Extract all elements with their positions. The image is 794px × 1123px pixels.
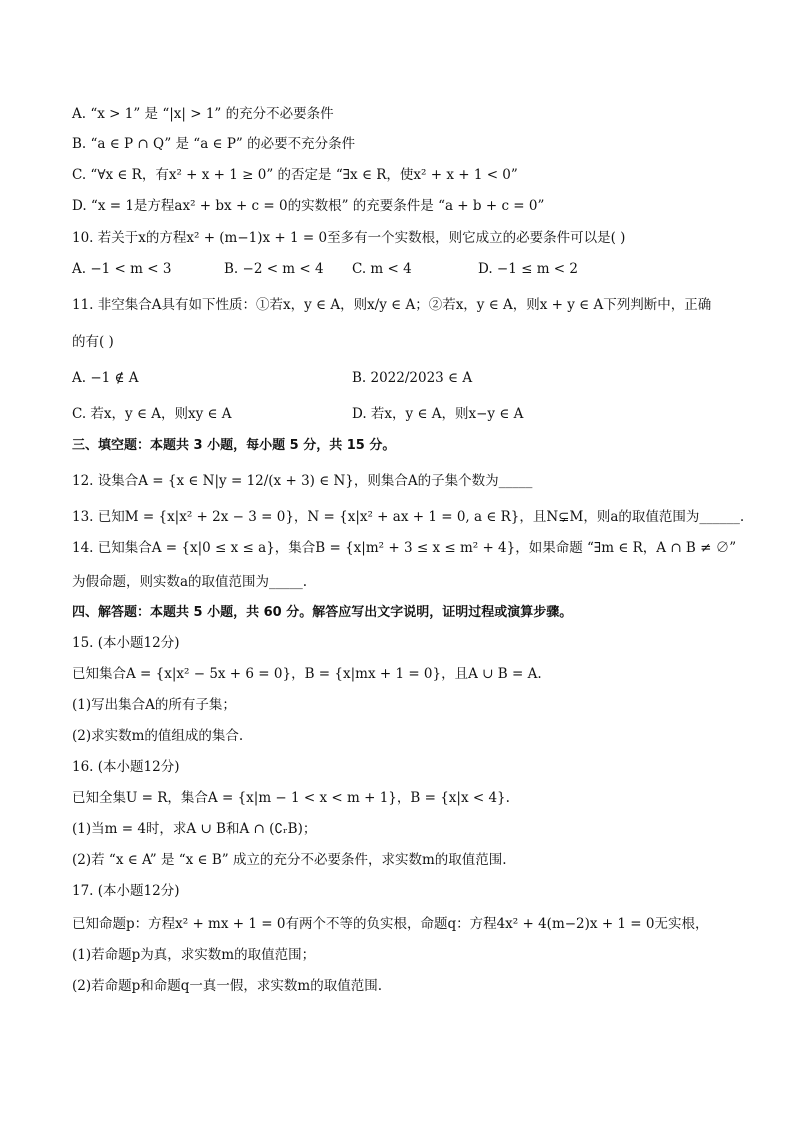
- q16-part2: (2)若 “x ∈ A” 是 “x ∈ B” 成立的充分不必要条件，求实数m的取值范围.: [72, 852, 507, 868]
- q9-option-a: A. “x > 1” 是 “|x| > 1” 的充分不必要条件: [72, 106, 334, 122]
- q9-option-c: C. “∀x ∈ R，有x² + x + 1 ≥ 0” 的否定是 “∃x ∈ R，使x² + x + 1 < 0”: [72, 167, 518, 183]
- q17-heading: 17. (本小题12分): [72, 883, 180, 899]
- q16-heading: 16. (本小题12分): [72, 759, 180, 775]
- q16-stem: 已知全集U = R，集合A = {x|m − 1 < x < m + 1}，B = {x|x < 4}.: [72, 790, 510, 806]
- q10-option-b: B. −2 < m < 4: [224, 261, 324, 277]
- q15-part2: (2)求实数m的值组成的集合.: [72, 728, 244, 744]
- q10-option-d: D. −1 ≤ m < 2: [478, 261, 579, 277]
- q10-option-a: A. −1 < m < 3: [72, 261, 172, 277]
- section-answer-heading: 四、解答题：本题共 5 小题，共 60 分。解答应写出文字说明，证明过程或演算步骤。: [72, 605, 573, 620]
- q14-stem-line1: 14. 已知集合A = {x|0 ≤ x ≤ a}，集合B = {x|m² + 3 ≤ x ≤ m² + 4}，如果命题 “∃m ∈ R，A ∩ B ≠ ∅”: [72, 540, 737, 556]
- q16-part1: (1)当m = 4时，求A ∪ B和A ∩ (∁ᵣB)；: [72, 821, 317, 837]
- q12-stem: 12. 设集合A = {x ∈ N|y = 12/(x + 3) ∈ N}，则集合A的子集个数为_____: [72, 473, 533, 489]
- q10-option-c: C. m < 4: [352, 261, 412, 277]
- section-fill-in-heading: 三、填空题：本题共 3 小题，每小题 5 分，共 15 分。: [72, 438, 396, 453]
- q15-heading: 15. (本小题12分): [72, 635, 180, 651]
- q14-stem-line2: 为假命题，则实数a的取值范围为_____.: [72, 574, 308, 590]
- q11-option-c: C. 若x，y ∈ A，则xy ∈ A: [72, 406, 232, 422]
- q10-stem: 10. 若关于x的方程x² + (m−1)x + 1 = 0至多有一个实数根，则它成立的必要条件可以是( ): [72, 230, 626, 246]
- q11-stem-line2: 的有( ): [72, 334, 114, 350]
- q11-stem-line1: 11. 非空集合A具有如下性质：①若x，y ∈ A，则x/y ∈ A；②若x，y ∈ A，则x + y ∈ A下列判断中，正确: [72, 297, 712, 313]
- q9-option-b: B. “a ∈ P ∩ Q” 是 “a ∈ P” 的必要不充分条件: [72, 136, 356, 152]
- q15-part1: (1)写出集合A的所有子集；: [72, 697, 236, 713]
- q15-stem: 已知集合A = {x|x² − 5x + 6 = 0}，B = {x|mx + 1 = 0}，且A ∪ B = A.: [72, 666, 542, 682]
- q17-part2: (2)若命题p和命题q一真一假，求实数m的取值范围.: [72, 978, 382, 994]
- q17-stem: 已知命题p：方程x² + mx + 1 = 0有两个不等的负实根，命题q：方程4x² + 4(m−2)x + 1 = 0无实根，: [72, 916, 709, 932]
- q13-stem: 13. 已知M = {x|x² + 2x − 3 = 0}，N = {x|x² + ax + 1 = 0, a ∈ R}，且N⊊M，则a的取值范围为______.: [72, 509, 745, 525]
- q9-option-d: D. “x = 1是方程ax² + bx + c = 0的实数根” 的充要条件是 “a + b + c = 0”: [72, 198, 545, 214]
- q17-part1: (1)若命题p为真，求实数m的取值范围；: [72, 947, 316, 963]
- q11-option-d: D. 若x，y ∈ A，则x−y ∈ A: [352, 406, 524, 422]
- q11-option-b: B. 2022/2023 ∈ A: [352, 370, 473, 386]
- q11-option-a: A. −1 ∉ A: [72, 370, 139, 386]
